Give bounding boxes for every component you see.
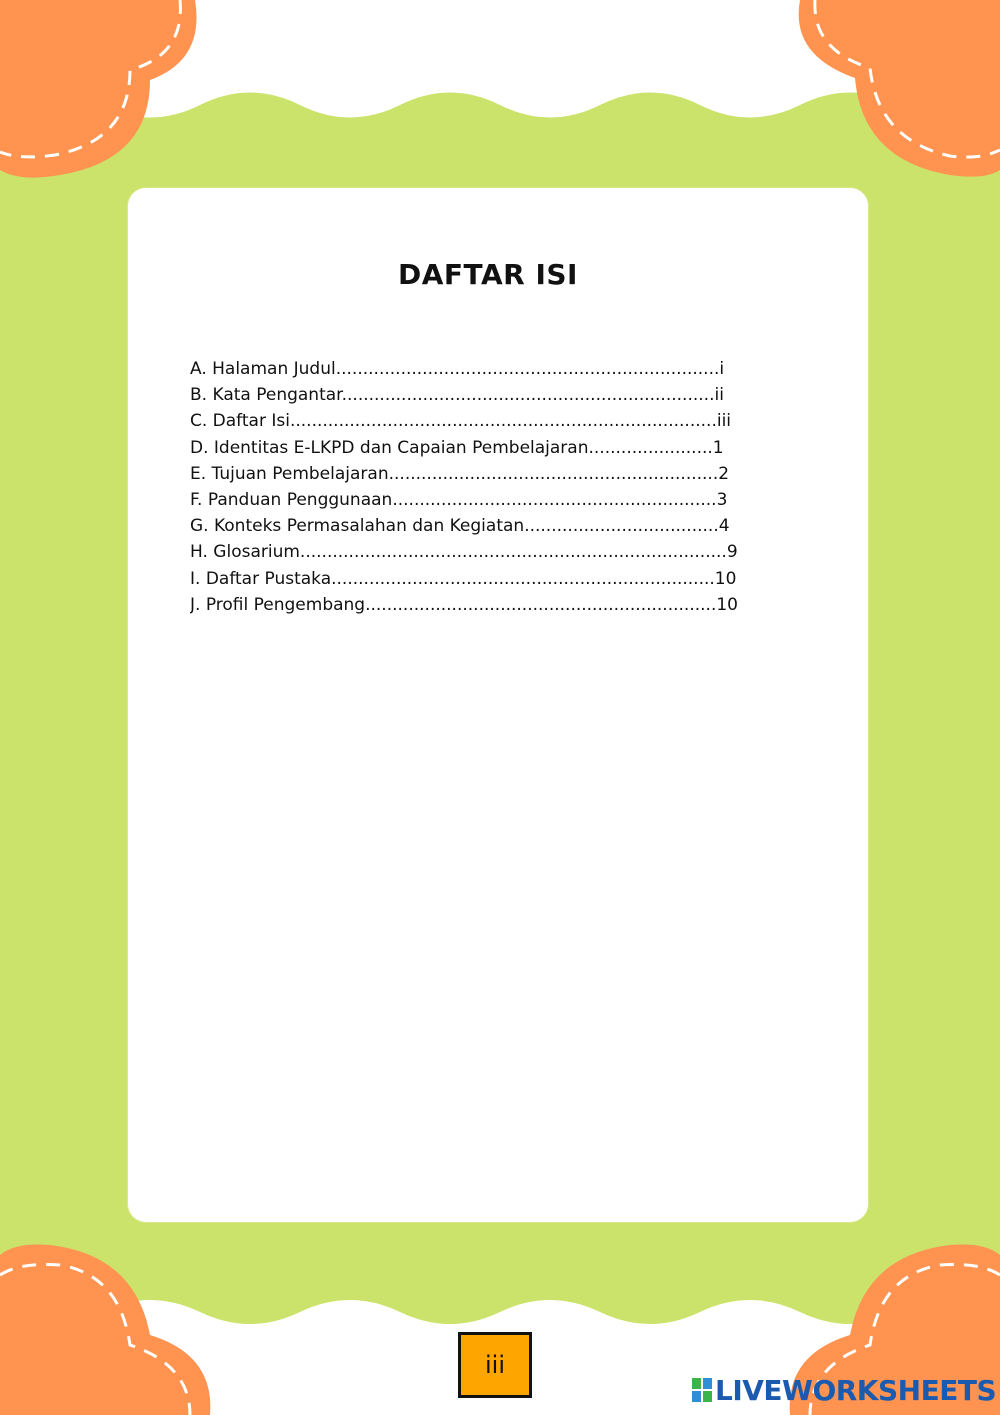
toc-entry-label: F. Panduan Penggunaan bbox=[190, 489, 393, 510]
toc-leader-dots: ................................................................. bbox=[365, 594, 717, 615]
table-of-contents bbox=[190, 356, 750, 618]
toc-leader-dots: ............................................................. bbox=[388, 463, 719, 484]
toc-entry-page: 10 bbox=[714, 568, 737, 589]
content-card bbox=[128, 188, 868, 1222]
toc-entry-label: B. Kata Pengantar bbox=[190, 385, 342, 406]
liveworksheets-logo-icon bbox=[692, 1378, 712, 1402]
toc-entry-label: I. Daftar Pustaka bbox=[190, 568, 332, 589]
toc-leader-dots: ............................................................................... bbox=[289, 411, 717, 432]
toc-leader-dots: ............................................................ bbox=[392, 489, 717, 510]
toc-leader-dots: ....................................................................... bbox=[335, 359, 720, 379]
toc-entry-label: G. Konteks Permasalahan dan Kegiatan bbox=[190, 516, 525, 537]
toc-leader-dots: ............................................................................... bbox=[299, 542, 727, 563]
toc-entry-page: iii bbox=[716, 411, 732, 432]
toc-entry-page: 2 bbox=[718, 463, 730, 484]
toc-leader-dots: .................................... bbox=[524, 516, 719, 537]
toc-entry[interactable] bbox=[190, 408, 750, 434]
toc-entry-page: ii bbox=[714, 385, 724, 406]
toc-entry[interactable] bbox=[190, 461, 750, 487]
page-number-badge bbox=[458, 1332, 532, 1398]
toc-entry[interactable] bbox=[190, 592, 750, 618]
toc-entry-label: E. Tujuan Pembelajaran bbox=[190, 463, 389, 484]
toc-entry[interactable] bbox=[190, 435, 750, 461]
page-number: iii bbox=[484, 1351, 505, 1379]
toc-entry-label: A. Halaman Judul bbox=[190, 359, 336, 379]
toc-entry[interactable] bbox=[190, 566, 750, 592]
toc-entry[interactable] bbox=[190, 356, 750, 382]
toc-entry-page: 10 bbox=[716, 594, 738, 615]
toc-entry-page: 9 bbox=[726, 542, 738, 563]
toc-leader-dots: ....................... bbox=[588, 437, 713, 458]
toc-entry[interactable] bbox=[190, 487, 750, 513]
brand-text: LIVEWORKSHEETS bbox=[715, 1373, 997, 1407]
toc-entry-label: J. Profil Pengembang bbox=[190, 594, 366, 615]
toc-entry-page: 4 bbox=[718, 516, 730, 537]
toc-entry[interactable] bbox=[190, 382, 750, 408]
page-title: DAFTAR ISI bbox=[398, 258, 578, 291]
toc-entry-label: H. Glosarium bbox=[190, 542, 300, 563]
toc-entry-page: 1 bbox=[712, 437, 724, 458]
toc-entry[interactable] bbox=[190, 513, 750, 539]
toc-entry-label: D. Identitas E-LKPD dan Capaian Pembelajaran bbox=[190, 437, 589, 458]
toc-entry[interactable] bbox=[190, 539, 750, 565]
toc-entry-label: C. Daftar Isi bbox=[190, 411, 290, 432]
liveworksheets-brand[interactable] bbox=[692, 1374, 996, 1406]
toc-entry-page: i bbox=[719, 359, 725, 379]
toc-leader-dots: ....................................................................... bbox=[331, 568, 715, 589]
toc-leader-dots: ..................................................................... bbox=[341, 385, 715, 406]
toc-entry-page: 3 bbox=[716, 489, 728, 510]
